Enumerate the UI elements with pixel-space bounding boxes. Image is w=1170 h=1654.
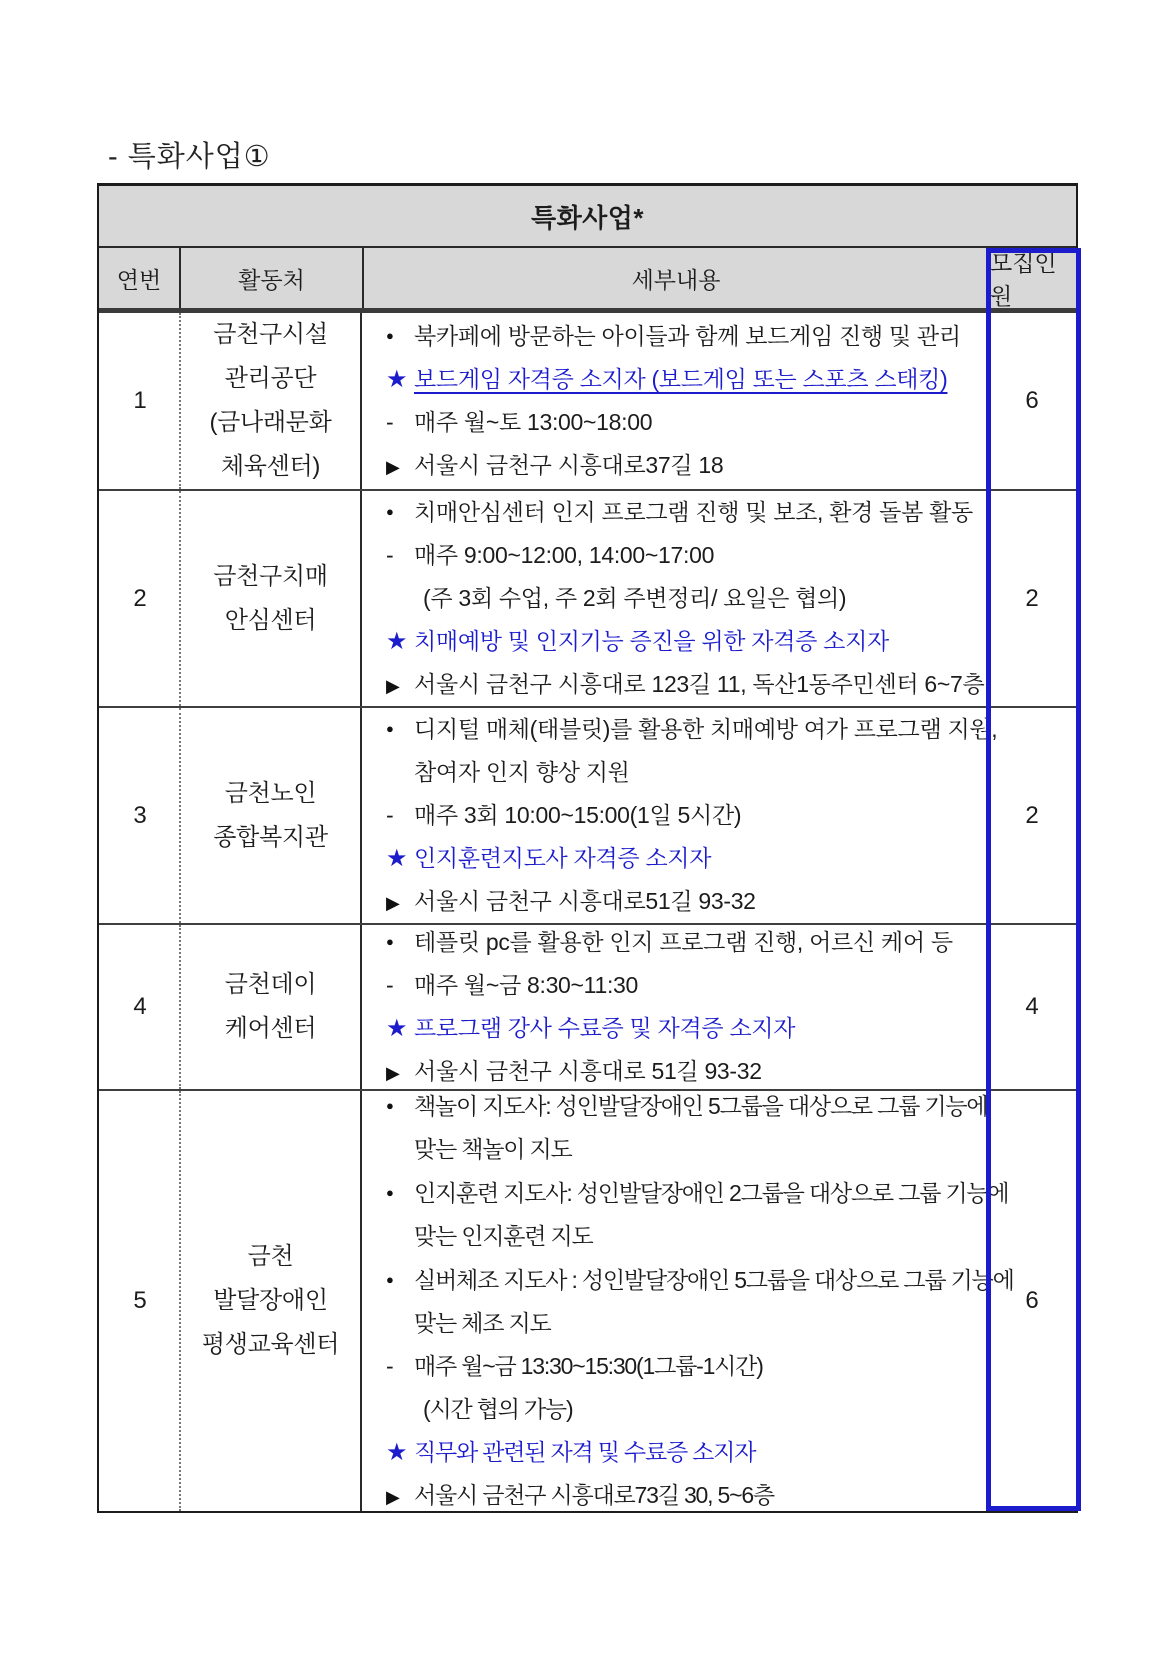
detail-text: 서울시 금천구 시흥대로73길 30, 5~6층 [414,1481,774,1508]
table-title: 특화사업* [530,202,645,233]
dash-line [374,794,982,837]
continuation-line [374,1302,982,1345]
detail-text: 직무와 관련된 자격 및 수료증 소지자 [414,1438,756,1465]
column-header-no: 연번 [99,248,181,308]
detail-text: 매주 9:00~12:00, 14:00~17:00 [414,541,715,568]
detail-text: 북카페에 방문하는 아이들과 함께 보드게임 진행 및 관리 [414,322,961,349]
bullet-icon: ● [386,327,394,343]
row-number: 4 [133,993,147,1020]
detail-cell [362,708,998,923]
recruit-count: 2 [1025,801,1039,829]
star-icon: ★ [386,1014,408,1042]
star-line [374,1007,982,1050]
place-cell [179,708,362,923]
table-row [99,491,1076,708]
bullet-icon: ● [386,1271,393,1287]
arrow-icon: ▶ [386,675,400,696]
detail-text: 디지털 매체(태블릿)를 활용한 치매예방 여가 프로그램 지원, [414,715,998,742]
bullet-icon: ● [386,933,394,949]
place-line: 체육센터) [220,453,321,480]
table-body [99,313,1076,1511]
recruit-count: 6 [1025,1287,1039,1314]
table-title-row [99,186,1076,248]
dash-icon: - [386,971,394,998]
detail-text: 맞는 인지훈련 지도 [414,1222,593,1249]
column-header-place: 활동처 [181,248,364,308]
place-line: 관리공단 [224,365,317,392]
star-icon: ★ [386,844,408,872]
star-line [374,837,982,880]
continuation-line [374,751,982,794]
star-line [374,1431,982,1474]
bullet-line [374,1084,988,1128]
place-line: (금나래문화 [209,409,332,436]
column-header-recruit: 모집인원 [990,250,1057,309]
place-line: 안심센터 [224,606,317,634]
detail-text: 인지훈련 지도사: 성인발달장애인 2그룹을 대상으로 그룹 기능에 [414,1179,1009,1206]
continuation-line [374,1388,982,1431]
detail-text: 실버체조 지도사 : 성인발달장애인 5그룹을 대상으로 그룹 기능에 [414,1266,1014,1293]
place-line: 발달장애인 [213,1287,328,1314]
place-cell [179,313,362,489]
place-cell [179,925,362,1089]
arrow-icon: ▶ [386,892,400,913]
continuation-line [374,1215,982,1258]
place-line: 종합복지관 [213,823,328,851]
star-icon: ★ [386,627,408,655]
recruit-count: 6 [1025,387,1039,414]
arrow-line [374,663,985,708]
bullet-icon: ● [386,1097,393,1113]
detail-text: 서울시 금천구 시흥대로 123길 11, 독산1동주민센터 6~7층 [414,670,985,697]
dash-icon: - [386,1352,393,1379]
continuation-line [374,577,982,620]
bullet-icon: ● [386,1184,393,1200]
row-number: 1 [133,387,147,414]
continuation-line [374,1128,982,1171]
table-row [99,1091,1076,1511]
place-line: 금천구치매 [213,562,328,590]
bullet-line [374,1258,1014,1302]
detail-text: 치매예방 및 인지기능 증진을 위한 자격증 소지자 [414,627,889,654]
place-line: 금천구시설 [213,321,328,348]
detail-cell [362,313,988,489]
place-line: 케어센터 [224,1015,317,1042]
detail-text: 치매안심센터 인지 프로그램 진행 및 보조, 환경 돌봄 활동 [414,498,973,525]
detail-cell [362,491,988,706]
star-line [374,620,982,663]
dash-icon: - [386,408,394,435]
star-line [374,358,982,401]
place-line: 금천 [247,1243,294,1270]
bullet-line [374,314,982,358]
detail-text: 프로그램 강사 수료증 및 자격증 소지자 [414,1014,796,1041]
dash-line [374,401,982,444]
bullet-icon: ● [386,503,394,519]
section-heading: - 특화사업① [108,141,271,173]
star-icon: ★ [386,365,408,393]
detail-text: 매주 월~금 8:30~11:30 [414,971,639,998]
bullet-line [374,707,998,751]
arrow-line [374,880,982,925]
place-line: 금천노인 [224,779,317,807]
detail-cell [362,925,988,1089]
dash-line [374,534,982,577]
star-icon: ★ [386,1438,407,1466]
detail-text: 매주 월~금 13:30~15:30(1그룹-1시간) [414,1352,763,1379]
arrow-line [374,444,982,489]
table-header-row [99,248,1076,313]
bullet-line [374,1171,1009,1215]
detail-text: 책놀이 지도사: 성인발달장애인 5그룹을 대상으로 그룹 기능에 [414,1092,988,1119]
bullet-line [374,490,982,534]
detail-cell [362,1091,1014,1511]
detail-text: (주 3회 수업, 주 2회 주변정리/ 요일은 협의) [423,584,847,611]
row-number: 5 [133,1287,147,1314]
detail-text: 참여자 인지 향상 지원 [414,758,630,785]
detail-text: 보드게임 자격증 소지자 (보드게임 또는 스포츠 스태킹) [414,365,948,392]
row-number: 2 [133,584,147,612]
arrow-icon: ▶ [386,1062,400,1083]
program-table [97,183,1078,1513]
dash-icon: - [386,541,394,568]
dash-line [374,1345,982,1388]
detail-text: 맞는 책놀이 지도 [414,1135,572,1162]
place-line: 금천데이 [224,971,317,998]
place-line: 평생교육센터 [201,1331,340,1358]
detail-text: 서울시 금천구 시흥대로 51길 93-32 [414,1057,762,1084]
recruit-count: 4 [1025,993,1039,1020]
table-row [99,708,1076,925]
detail-text: 인지훈련지도사 자격증 소지자 [414,844,712,871]
bullet-icon: ● [386,720,394,736]
place-cell [179,491,362,706]
detail-text: 맞는 체조 지도 [414,1309,551,1336]
arrow-icon: ▶ [386,456,400,477]
table-row [99,313,1076,491]
detail-text: 매주 월~토 13:00~18:00 [414,408,653,435]
place-cell [179,1091,362,1511]
detail-text: 서울시 금천구 시흥대로37길 18 [414,451,724,478]
column-header-detail: 세부내용 [364,248,990,308]
recruit-count: 2 [1025,584,1039,612]
arrow-icon: ▶ [386,1486,399,1507]
detail-text: (시간 협의 가능) [423,1395,573,1422]
table-row [99,925,1076,1091]
arrow-line [374,1474,982,1519]
detail-text: 매주 3회 10:00~15:00(1일 5시간) [414,801,742,828]
row-number: 3 [133,801,147,829]
detail-text: 테플릿 pc를 활용한 인지 프로그램 진행, 어르신 케어 등 [414,928,953,955]
bullet-line [374,920,982,964]
dash-icon: - [386,801,394,828]
detail-text: 서울시 금천구 시흥대로51길 93-32 [414,887,756,914]
dash-line [374,964,982,1007]
